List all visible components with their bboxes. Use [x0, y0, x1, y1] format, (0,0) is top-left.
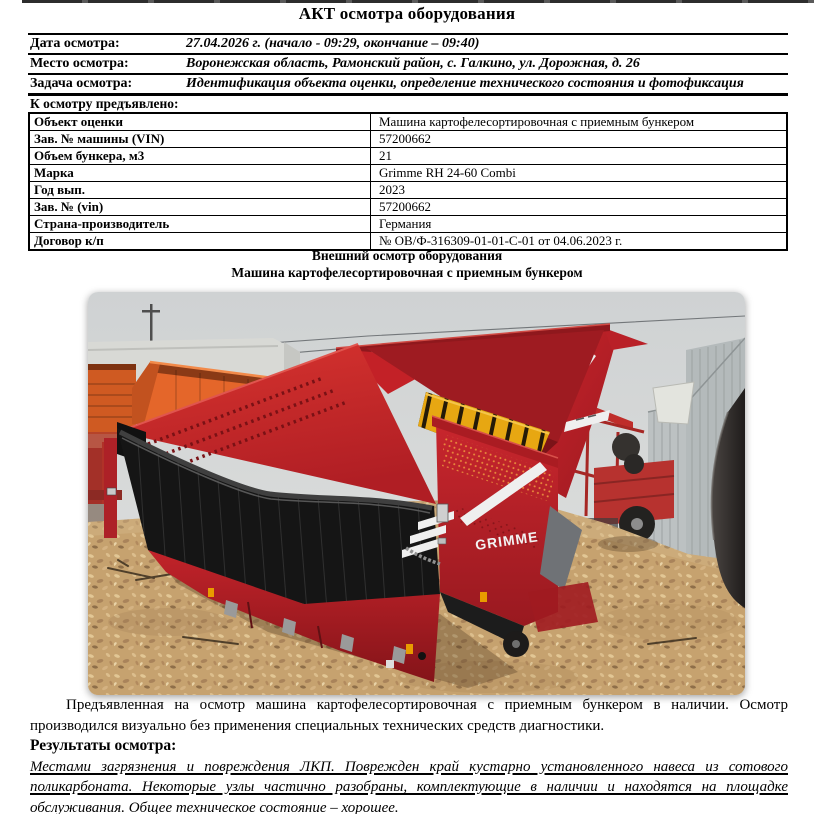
field-value: 2023	[371, 182, 788, 199]
table-row	[29, 182, 787, 199]
table-row	[29, 148, 787, 165]
photo-captions	[0, 247, 814, 281]
field-label: Договор к/п	[29, 233, 371, 251]
table-row	[29, 165, 787, 182]
field-label: Объем бункера, м3	[29, 148, 371, 165]
machine-brand-text: GRIMME	[474, 528, 540, 553]
field-label: Задача осмотра:	[30, 76, 133, 91]
table-row	[28, 74, 788, 95]
table-row	[28, 34, 788, 54]
field-value: 57200662	[371, 131, 788, 148]
field-label: Зав. № машины (VIN)	[29, 131, 371, 148]
field-label: Дата осмотра:	[30, 36, 120, 51]
presented-table	[28, 112, 788, 251]
warning-sticker	[480, 592, 487, 602]
field-value: Воронежская область, Рамонский район, с. Галкино, ул. Дорожная, д. 26	[186, 56, 640, 71]
qr-sticker	[386, 660, 394, 668]
results-heading: Результаты осмотра:	[30, 737, 177, 754]
field-value: Германия	[371, 216, 788, 233]
left-corner-post	[104, 438, 117, 538]
field-value: 57200662	[371, 199, 788, 216]
warning-sticker	[208, 588, 214, 597]
table-row	[29, 216, 787, 233]
document-title: АКТ осмотра оборудования	[298, 4, 516, 23]
equipment-photo	[88, 292, 745, 695]
field-value: 21	[371, 148, 788, 165]
field-value: Grimme RH 24-60 Combi	[371, 165, 788, 182]
field-label: Марка	[29, 165, 371, 182]
field-label: Объект оценки	[29, 113, 371, 131]
field-value: Машина картофелесортировочная с приемным бункером	[371, 113, 788, 131]
orange-trailer-left	[88, 364, 136, 434]
presented-heading: К осмотру предъявлено:	[30, 96, 179, 111]
field-label: Место осмотра:	[30, 56, 129, 71]
inspection-info-table	[28, 33, 788, 96]
caption-line: Машина картофелесортировочная с приемным бункером	[231, 265, 583, 280]
field-value: Идентификация объекта оценки, определение технического состояния и фотофиксация	[186, 76, 744, 91]
table-row	[29, 113, 787, 131]
scan-edge-artifact	[22, 0, 814, 3]
results-text: Местами загрязнения и повреждения ЛКП. Поврежден край кустарно установленного навеса из сотового поликарбоната. Некоторые узлы частично разобраны, комплектующие в наличии и находятся на площадке обслуживания. Общее техническое состояние – хорошее.	[30, 758, 788, 814]
panel-latch	[437, 504, 448, 522]
field-label: Зав. № (vin)	[29, 199, 371, 216]
conclusion-paragraph: Предъявленная на осмотр машина картофелесортировочная с приемным бункером в наличии. Осмотр производился визуально без применения специальных технических средств диагностики.	[30, 697, 788, 734]
caption-line: Внешний осмотр оборудования	[311, 248, 503, 263]
field-value: № ОВ/Ф-316309-01-01-С-01 от 04.06.2023 г.	[371, 233, 788, 251]
field-label: Страна-производитель	[29, 216, 371, 233]
field-value: 27.04.2026 г. (начало - 09:29, окончание – 09:40)	[186, 36, 480, 51]
field-label: Год вып.	[29, 182, 371, 199]
warning-sticker	[406, 644, 413, 654]
conclusion-block	[30, 695, 788, 814]
table-row	[28, 54, 788, 74]
table-row	[29, 131, 787, 148]
table-row	[29, 199, 787, 216]
